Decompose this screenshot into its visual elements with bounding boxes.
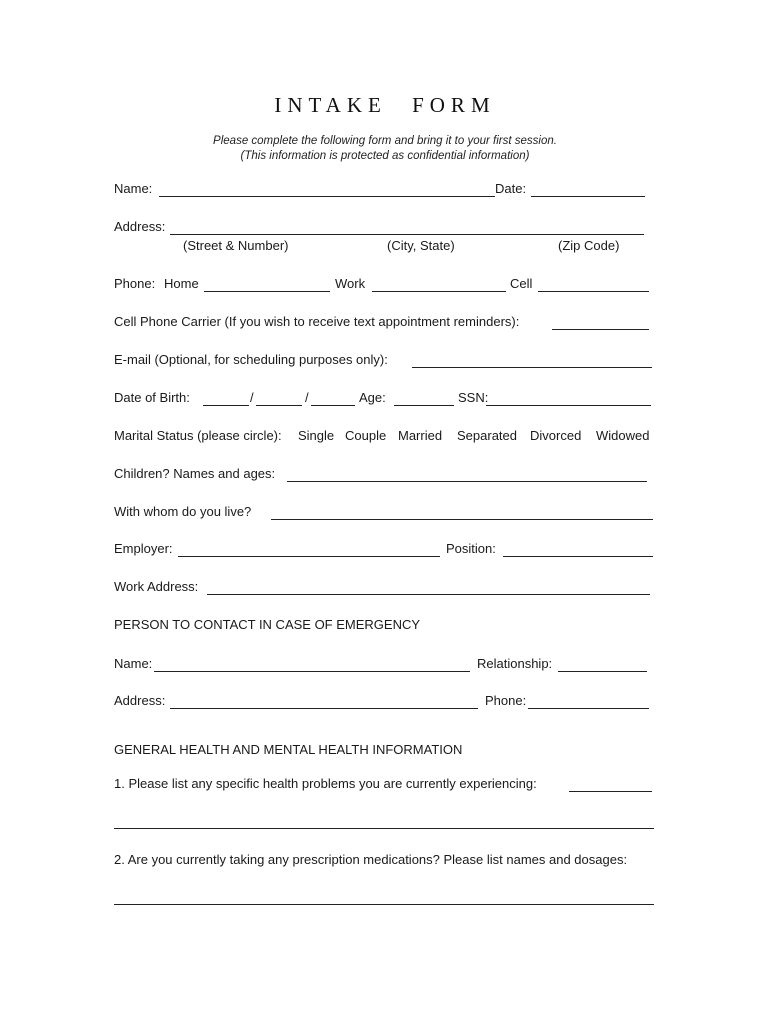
ssn-field[interactable] <box>486 405 651 406</box>
live-with-label: With whom do you live? <box>114 504 252 519</box>
carrier-label: Cell Phone Carrier (If you wish to receive text appointment reminders): <box>114 314 520 329</box>
health-question-2: 2. Are you currently taking any prescription medications? Please list names and dosages: <box>114 852 628 867</box>
email-label: E-mail (Optional, for scheduling purposes only): <box>114 352 388 367</box>
city-caption: (City, State) <box>387 238 455 253</box>
dob-month-field[interactable] <box>203 405 249 406</box>
emergency-relationship-field[interactable] <box>558 671 647 672</box>
marital-option-married[interactable]: Married <box>398 428 443 443</box>
dob-year-field[interactable] <box>311 405 355 406</box>
phone-label: Phone: <box>114 276 156 291</box>
address-label: Address: <box>114 219 166 234</box>
employer-label: Employer: <box>114 541 173 556</box>
marital-label: Marital Status (please circle): <box>114 428 282 443</box>
marital-option-separated[interactable]: Separated <box>457 428 517 443</box>
name-field[interactable] <box>159 196 495 197</box>
dob-separator-1: / <box>250 390 254 405</box>
dob-day-field[interactable] <box>256 405 302 406</box>
health-question-1-field[interactable] <box>569 791 652 792</box>
health-question-2-field[interactable] <box>114 904 654 905</box>
health-heading: GENERAL HEALTH AND MENTAL HEALTH INFORMATION <box>114 742 463 757</box>
children-label: Children? Names and ages: <box>114 466 276 481</box>
name-label: Name: <box>114 181 153 196</box>
phone-work-field[interactable] <box>372 291 506 292</box>
address-field[interactable] <box>170 234 644 235</box>
emergency-address-label: Address: <box>114 693 166 708</box>
date-label: Date: <box>495 181 527 196</box>
form-title: INTAKE FORM <box>274 93 496 117</box>
age-field[interactable] <box>394 405 454 406</box>
emergency-name-field[interactable] <box>154 671 470 672</box>
employer-field[interactable] <box>178 556 440 557</box>
children-field[interactable] <box>287 481 647 482</box>
date-field[interactable] <box>531 196 645 197</box>
zip-caption: (Zip Code) <box>558 238 620 253</box>
marital-option-single[interactable]: Single <box>298 428 335 443</box>
street-caption: (Street & Number) <box>183 238 289 253</box>
health-question-1: 1. Please list any specific health problems you are currently experiencing: <box>114 776 537 791</box>
carrier-field[interactable] <box>552 329 649 330</box>
work-address-field[interactable] <box>207 594 650 595</box>
live-with-field[interactable] <box>271 519 653 520</box>
phone-home-label: Home <box>164 276 199 291</box>
position-field[interactable] <box>503 556 653 557</box>
dob-separator-2: / <box>305 390 309 405</box>
phone-cell-field[interactable] <box>538 291 649 292</box>
age-label: Age: <box>359 390 386 405</box>
emergency-name-label: Name: <box>114 656 153 671</box>
dob-label: Date of Birth: <box>114 390 190 405</box>
email-field[interactable] <box>412 367 652 368</box>
health-question-1-field-continued[interactable] <box>114 828 654 829</box>
marital-option-widowed[interactable]: Widowed <box>596 428 650 443</box>
emergency-relationship-label: Relationship: <box>477 656 553 671</box>
phone-cell-label: Cell <box>510 276 533 291</box>
emergency-phone-field[interactable] <box>528 708 649 709</box>
position-label: Position: <box>446 541 496 556</box>
instructions-line-2: (This information is protected as confidential information) <box>240 150 530 162</box>
phone-home-field[interactable] <box>204 291 330 292</box>
emergency-phone-label: Phone: <box>485 693 527 708</box>
emergency-heading: PERSON TO CONTACT IN CASE OF EMERGENCY <box>114 617 421 632</box>
instructions-line-1: Please complete the following form and bring it to your first session. <box>213 135 557 147</box>
work-address-label: Work Address: <box>114 579 199 594</box>
emergency-address-field[interactable] <box>170 708 478 709</box>
phone-work-label: Work <box>335 276 366 291</box>
ssn-label: SSN: <box>458 390 489 405</box>
marital-option-divorced[interactable]: Divorced <box>530 428 582 443</box>
marital-option-couple[interactable]: Couple <box>345 428 387 443</box>
